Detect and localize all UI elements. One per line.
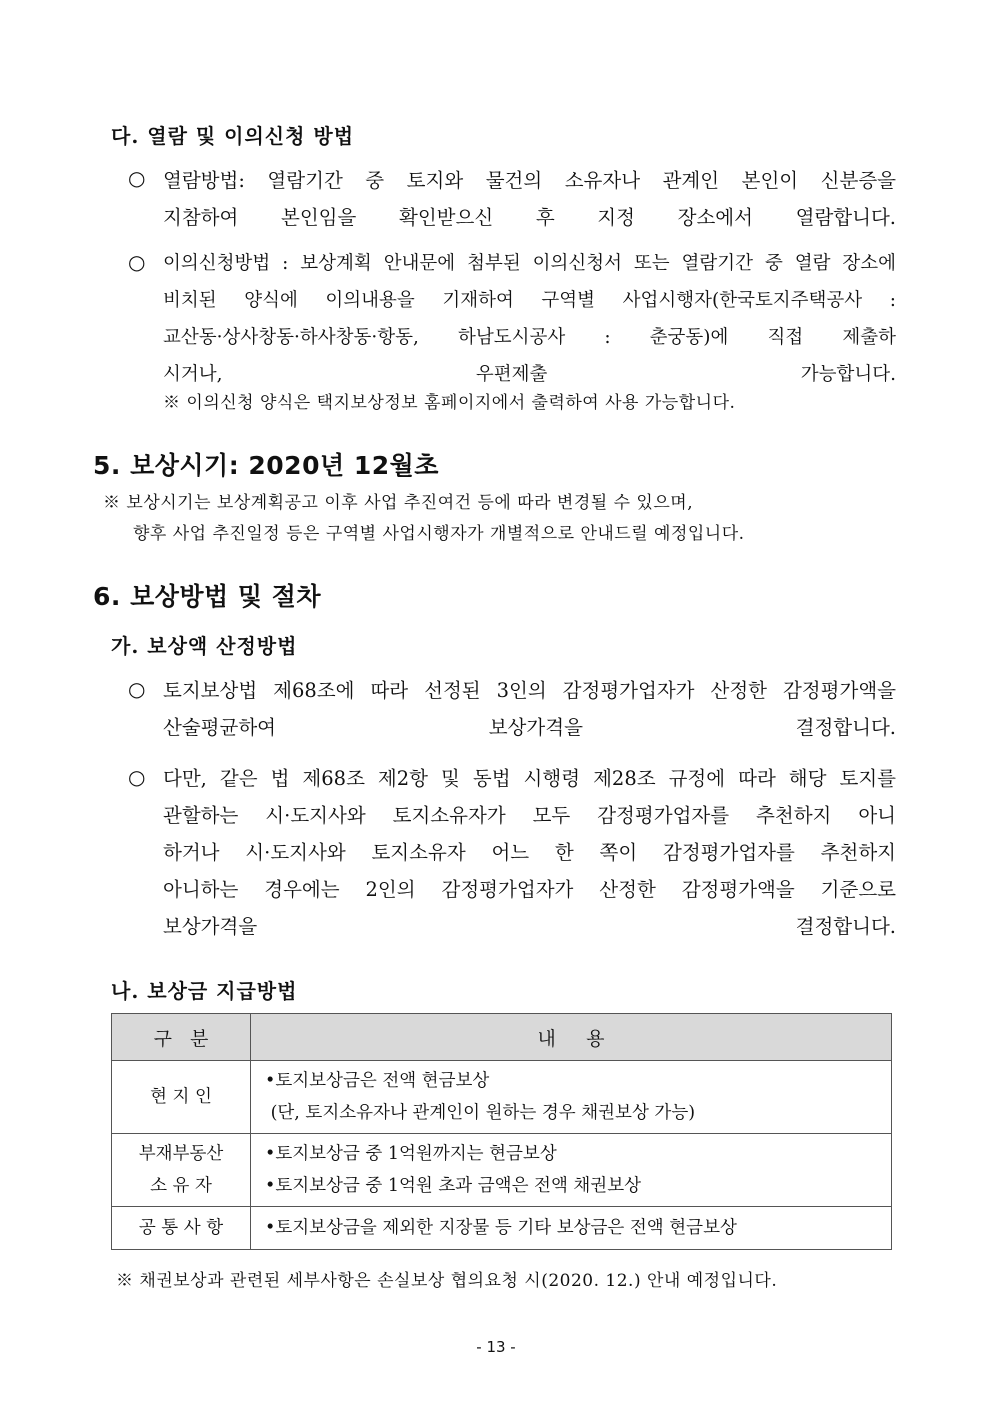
circle-bullet-icon: ○ [128,677,146,701]
payment-method-table [111,1013,892,1250]
text-line: 시거나, 우편제출 가능합니다. [163,364,896,385]
section-title-6: 6. 보상방법 및 절차 [93,582,322,611]
paragraph-viewing-method [163,162,896,236]
paragraph-objection-method [163,245,896,393]
table-header-content: 내 용 [251,1014,892,1061]
table-cell-category [112,1134,251,1207]
table-row [112,1134,892,1207]
subsection-heading-ga: 가. 보상액 산정방법 [111,634,298,658]
text-line: 교산동·상사창동·하사창동·항동, 하남도시공사 : 춘궁동)에 직접 제출하 [163,327,896,348]
table-row [112,1207,892,1250]
text-line: 비치된 양식에 이의내용을 기재하여 구역별 사업시행자(한국토지주택공사 : [163,290,896,311]
section-title-5: 5. 보상시기: 2020년 12월초 [93,451,439,480]
text-line: 토지보상법 제68조에 따라 선정된 3인의 감정평가업자가 산정한 감정평가액을 [163,679,896,702]
text-line: 열람방법: 열람기간 중 토지와 물건의 소유자나 관계인 본인이 신분증을 [163,169,896,192]
objection-form-note: ※ 이의신청 양식은 택지보상정보 홈페이지에서 출력하여 사용 가능합니다. [163,393,736,413]
table-cell-category: 공 통 사 항 [112,1207,251,1250]
text-line: 관할하는 시·도지사와 토지소유자가 모두 감정평가업자를 추천하지 아니 [163,804,896,827]
table-cell-details [251,1207,892,1250]
table-cell-details [251,1134,892,1207]
detail-line: •토지보상금을 제외한 지장물 등 기타 보상금은 전액 현금보상 [265,1218,737,1238]
compensation-timing-note: ※ 보상시기는 보상계획공고 이후 사업 추진여건 등에 따라 변경될 수 있으며, [103,493,694,513]
category-line: 소 유 자 [150,1176,212,1196]
subsection-heading-na: 나. 보상금 지급방법 [111,979,298,1003]
text-line: 지참하여 본인임을 확인받으신 후 지정 장소에서 열람합니다. [163,206,896,229]
circle-bullet-icon: ○ [128,250,146,274]
paragraph-appraisal-exception [163,760,896,945]
category-line: 부재부동산 [138,1144,224,1164]
table-cell-category: 현 지 인 [112,1061,251,1134]
paragraph-appraisal-method [163,672,896,746]
circle-bullet-icon: ○ [128,765,146,789]
table-header-row [112,1014,892,1061]
page-number: - 13 - [476,1338,516,1356]
compensation-timing-note-cont: 향후 사업 추진일정 등은 구역별 사업시행자가 개별적으로 안내드릴 예정입니다. [133,524,745,544]
detail-line: (단, 토지소유자나 관계인이 원하는 경우 채권보상 가능) [265,1103,696,1123]
table-row [112,1061,892,1134]
detail-line: •토지보상금은 전액 현금보상 [265,1071,490,1091]
table-header-category: 구 분 [112,1014,251,1061]
circle-bullet-icon: ○ [128,166,146,190]
table-cell-details [251,1061,892,1134]
bond-compensation-footnote: ※ 채권보상과 관련된 세부사항은 손실보상 협의요청 시(2020. 12.) 안내 예정입니다. [116,1271,778,1291]
text-line: 이의신청방법 : 보상계획 안내문에 첨부된 이의신청서 또는 열람기간 중 열람 장소에 [163,253,896,274]
detail-line: •토지보상금 중 1억원 초과 금액은 전액 채권보상 [265,1176,642,1196]
text-line: 하거나 시·도지사와 토지소유자 어느 한 쪽이 감정평가업자를 추천하지 [163,841,896,864]
text-line: 보상가격을 결정합니다. [163,915,896,938]
subsection-heading-da: 다. 열람 및 이의신청 방법 [111,124,355,148]
detail-line: •토지보상금 중 1억원까지는 현금보상 [265,1144,557,1164]
text-line: 산술평균하여 보상가격을 결정합니다. [163,716,896,739]
text-line: 다만, 같은 법 제68조 제2항 및 동법 시행령 제28조 규정에 따라 해당 토지를 [163,767,896,790]
text-line: 아니하는 경우에는 2인의 감정평가업자가 산정한 감정평가액을 기준으로 [163,878,896,901]
